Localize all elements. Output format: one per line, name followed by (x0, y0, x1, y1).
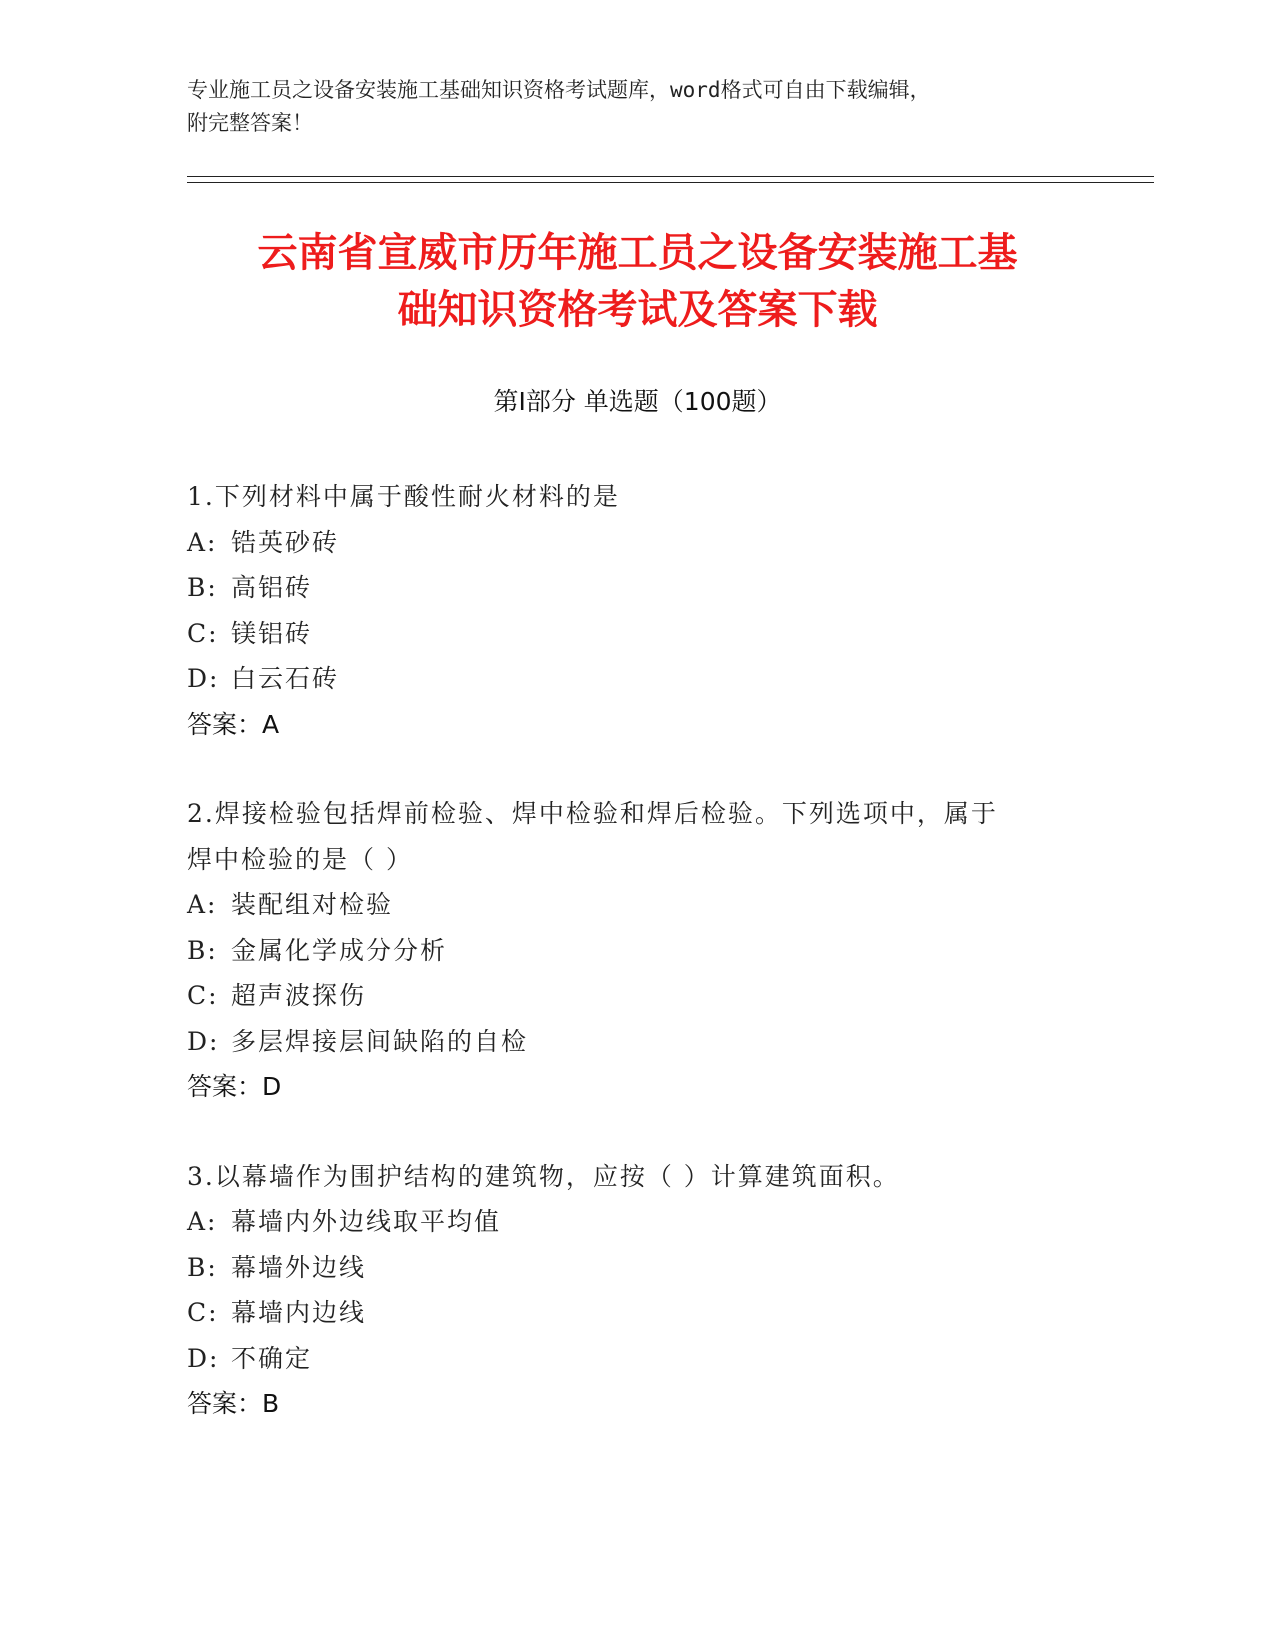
question-list (187, 474, 1087, 1471)
option-text: 不确定 (231, 1343, 313, 1373)
answer-line: 答案：D (187, 1072, 282, 1101)
option-c (187, 1290, 1087, 1336)
header-divider-bottom (187, 182, 1154, 183)
option-key: A: (187, 890, 218, 919)
answer-line: 答案：A (187, 709, 280, 739)
option-key: D: (187, 1343, 220, 1373)
document-title (150, 225, 1125, 339)
option-b (187, 565, 1087, 611)
option-a (187, 1199, 1087, 1245)
header-note-line2: 附完整答案！ (187, 111, 313, 135)
option-key: D: (187, 664, 220, 693)
option-text: 多层焊接层间缺陷的自检 (231, 1026, 529, 1056)
option-key: A: (187, 527, 218, 557)
option-text: 白云石砖 (231, 664, 340, 693)
question-stem: 2.焊接检验包括焊前检验、焊中检验和焊后检验。下列选项中，属于 (187, 799, 998, 828)
section-heading: 第Ⅰ部分 单选题（100题） (493, 387, 782, 416)
question-stem-continued: 焊中检验的是（ ） (187, 844, 413, 874)
option-key: B: (187, 573, 218, 602)
question-stem: 3.以幕墙作为围护结构的建筑物，应按（ ）计算建筑面积。 (187, 1161, 900, 1191)
option-text: 幕墙内外边线取平均值 (231, 1207, 502, 1236)
option-key: D: (187, 1026, 220, 1056)
question-stem: 1.下列材料中属于酸性耐火材料的是 (187, 482, 620, 511)
option-a (187, 882, 1087, 928)
option-key: B: (187, 935, 218, 965)
option-c (187, 973, 1087, 1019)
option-key: C: (187, 618, 219, 648)
option-a (187, 520, 1087, 566)
option-d (187, 1336, 1087, 1382)
option-text: 镁铝砖 (231, 618, 313, 648)
header-note (187, 74, 1087, 140)
option-d (187, 656, 1087, 702)
document-title-line2: 础知识资格考试及答案下载 (397, 287, 878, 333)
question-2 (187, 791, 1087, 1110)
option-d (187, 1019, 1087, 1065)
option-b (187, 928, 1087, 974)
option-text: 装配组对检验 (231, 890, 394, 919)
option-text: 超声波探伤 (231, 981, 367, 1010)
option-text: 锆英砂砖 (231, 527, 340, 557)
header-note-line1: 专业施工员之设备安装施工基础知识资格考试题库，word格式可自由下载编辑， (187, 78, 931, 102)
option-c (187, 611, 1087, 657)
option-text: 幕墙外边线 (231, 1252, 367, 1282)
answer-line: 答案：B (187, 1389, 280, 1418)
option-key: C: (187, 1298, 219, 1327)
option-key: C: (187, 981, 219, 1010)
question-3 (187, 1154, 1087, 1427)
option-key: B: (187, 1252, 218, 1282)
option-key: A: (187, 1207, 218, 1236)
option-text: 幕墙内边线 (231, 1298, 367, 1327)
document-title-line1: 云南省宣威市历年施工员之设备安装施工基 (257, 230, 1018, 276)
question-1 (187, 474, 1087, 747)
option-text: 金属化学成分分析 (231, 935, 448, 965)
header-divider-top (187, 176, 1154, 177)
option-b (187, 1245, 1087, 1291)
option-text: 高铝砖 (231, 573, 313, 602)
